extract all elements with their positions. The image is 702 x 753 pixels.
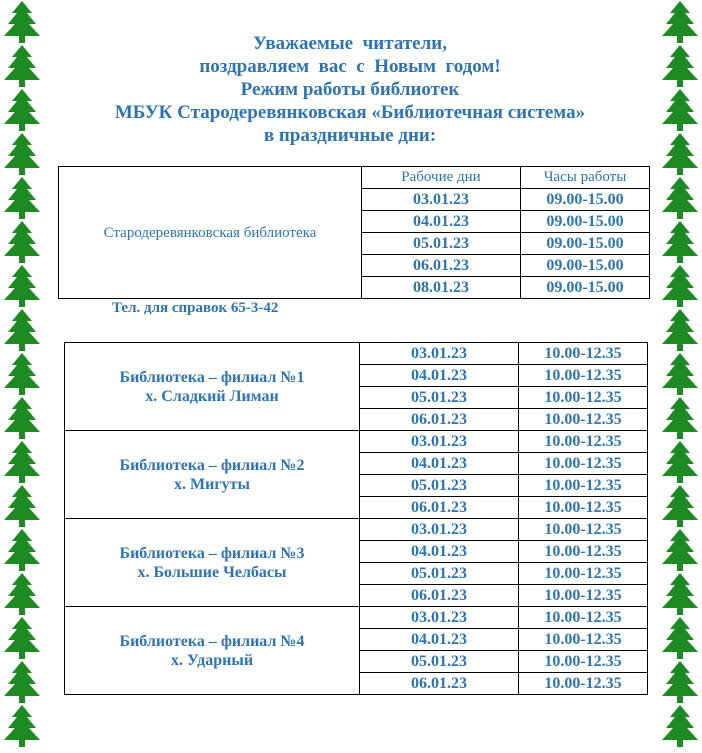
branches-table [64, 342, 648, 695]
fir-tree-icon [0, 660, 44, 704]
heading-line-4: МБУК Стародеревянковская «Библиотечная система» [114, 102, 586, 123]
fir-tree-icon [0, 220, 44, 264]
heading-line-5: в праздничные дни: [263, 125, 437, 146]
date-cell: 04.01.23 [360, 629, 519, 651]
fir-tree-icon [658, 220, 702, 264]
hours-cell: 09.00-15.00 [521, 233, 650, 255]
hours-cell: 10.00-12.35 [519, 519, 648, 541]
fir-tree-icon [0, 396, 44, 440]
fir-tree-icon [658, 484, 702, 528]
fir-tree-icon [0, 176, 44, 220]
fir-tree-icon [658, 176, 702, 220]
date-cell: 03.01.23 [360, 431, 519, 453]
date-cell: 03.01.23 [362, 189, 521, 211]
hours-cell: 10.00-12.35 [519, 563, 648, 585]
hours-cell: 10.00-12.35 [519, 387, 648, 409]
fir-tree-icon [0, 704, 44, 748]
fir-tree-icon [0, 484, 44, 528]
branch-title: Библиотека – филиал №1 [119, 368, 305, 386]
date-cell: 04.01.23 [362, 211, 521, 233]
branch-place: х. Ударный [170, 651, 254, 669]
fir-tree-icon [0, 572, 44, 616]
hours-cell: 10.00-12.35 [519, 629, 648, 651]
hours-cell: 10.00-12.35 [519, 673, 648, 695]
fir-tree-icon [0, 440, 44, 484]
fir-tree-icon [658, 396, 702, 440]
date-cell: 03.01.23 [360, 343, 519, 365]
date-cell: 05.01.23 [360, 651, 519, 673]
fir-tree-icon [0, 264, 44, 308]
fir-tree-icon [0, 132, 44, 176]
fir-tree-icon [0, 0, 44, 44]
date-cell: 05.01.23 [360, 475, 519, 497]
branch-title: Библиотека – филиал №2 [119, 456, 305, 474]
date-cell: 06.01.23 [360, 673, 519, 695]
fir-tree-icon [658, 132, 702, 176]
fir-tree-icon [658, 88, 702, 132]
hours-cell: 10.00-12.35 [519, 431, 648, 453]
header-work-hours: Часы работы [521, 167, 650, 189]
fir-tree-icon [658, 0, 702, 44]
fir-tree-icon [658, 616, 702, 660]
date-cell: 05.01.23 [362, 233, 521, 255]
main-library-name: Стародеревянковская библиотека [59, 167, 362, 299]
branch-title: Библиотека – филиал №3 [119, 544, 305, 562]
hours-cell: 09.00-15.00 [521, 211, 650, 233]
date-cell: 06.01.23 [362, 255, 521, 277]
branch-place: х. Сладкий Лиман [145, 387, 279, 405]
hours-cell: 10.00-12.35 [519, 651, 648, 673]
phone-info: Тел. для справок 65-3-42 [112, 300, 279, 316]
hours-cell: 10.00-12.35 [519, 343, 648, 365]
hours-cell: 10.00-12.35 [519, 365, 648, 387]
hours-cell: 09.00-15.00 [521, 189, 650, 211]
date-cell: 06.01.23 [360, 409, 519, 431]
heading-line-2: поздравляем вас с Новым годом! [199, 56, 501, 77]
fir-tree-icon [0, 528, 44, 572]
fir-tree-icon [658, 264, 702, 308]
branch-name-cell [65, 607, 360, 695]
date-cell: 04.01.23 [360, 453, 519, 475]
fir-tree-icon [658, 704, 702, 748]
left-tree-border [0, 0, 44, 749]
branch-place: х. Мигуты [174, 475, 250, 493]
fir-tree-icon [658, 44, 702, 88]
hours-cell: 10.00-12.35 [519, 541, 648, 563]
date-cell: 03.01.23 [360, 519, 519, 541]
fir-tree-icon [0, 88, 44, 132]
hours-cell: 10.00-12.35 [519, 497, 648, 519]
greeting-heading [60, 32, 640, 147]
branch-name-cell [65, 343, 360, 431]
date-cell: 04.01.23 [360, 541, 519, 563]
date-cell: 06.01.23 [360, 497, 519, 519]
branch-title: Библиотека – филиал №4 [119, 632, 305, 650]
fir-tree-icon [658, 308, 702, 352]
hours-cell: 09.00-15.00 [521, 255, 650, 277]
branch-name-cell [65, 519, 360, 607]
fir-tree-icon [658, 528, 702, 572]
table-row [65, 343, 648, 365]
fir-tree-icon [658, 440, 702, 484]
date-cell: 08.01.23 [362, 277, 521, 299]
fir-tree-icon [658, 352, 702, 396]
hours-cell: 10.00-12.35 [519, 607, 648, 629]
table-row [65, 607, 648, 629]
hours-cell: 10.00-12.35 [519, 585, 648, 607]
date-cell: 05.01.23 [360, 563, 519, 585]
branch-name-cell [65, 431, 360, 519]
table-row [65, 519, 648, 541]
date-cell: 05.01.23 [360, 387, 519, 409]
date-cell: 04.01.23 [360, 365, 519, 387]
hours-cell: 10.00-12.35 [519, 475, 648, 497]
hours-cell: 09.00-15.00 [521, 277, 650, 299]
heading-line-3: Режим работы библиотек [240, 79, 460, 100]
main-library-table [58, 166, 650, 299]
right-tree-border [658, 0, 702, 749]
heading-line-1: Уважаемые читатели, [253, 33, 447, 54]
fir-tree-icon [0, 44, 44, 88]
table-row [65, 431, 648, 453]
fir-tree-icon [0, 616, 44, 660]
fir-tree-icon [0, 352, 44, 396]
fir-tree-icon [658, 572, 702, 616]
date-cell: 06.01.23 [360, 585, 519, 607]
fir-tree-icon [0, 308, 44, 352]
hours-cell: 10.00-12.35 [519, 453, 648, 475]
fir-tree-icon [658, 660, 702, 704]
header-work-days: Рабочие дни [362, 167, 521, 189]
date-cell: 03.01.23 [360, 607, 519, 629]
hours-cell: 10.00-12.35 [519, 409, 648, 431]
branch-place: х. Большие Челбасы [137, 563, 287, 581]
